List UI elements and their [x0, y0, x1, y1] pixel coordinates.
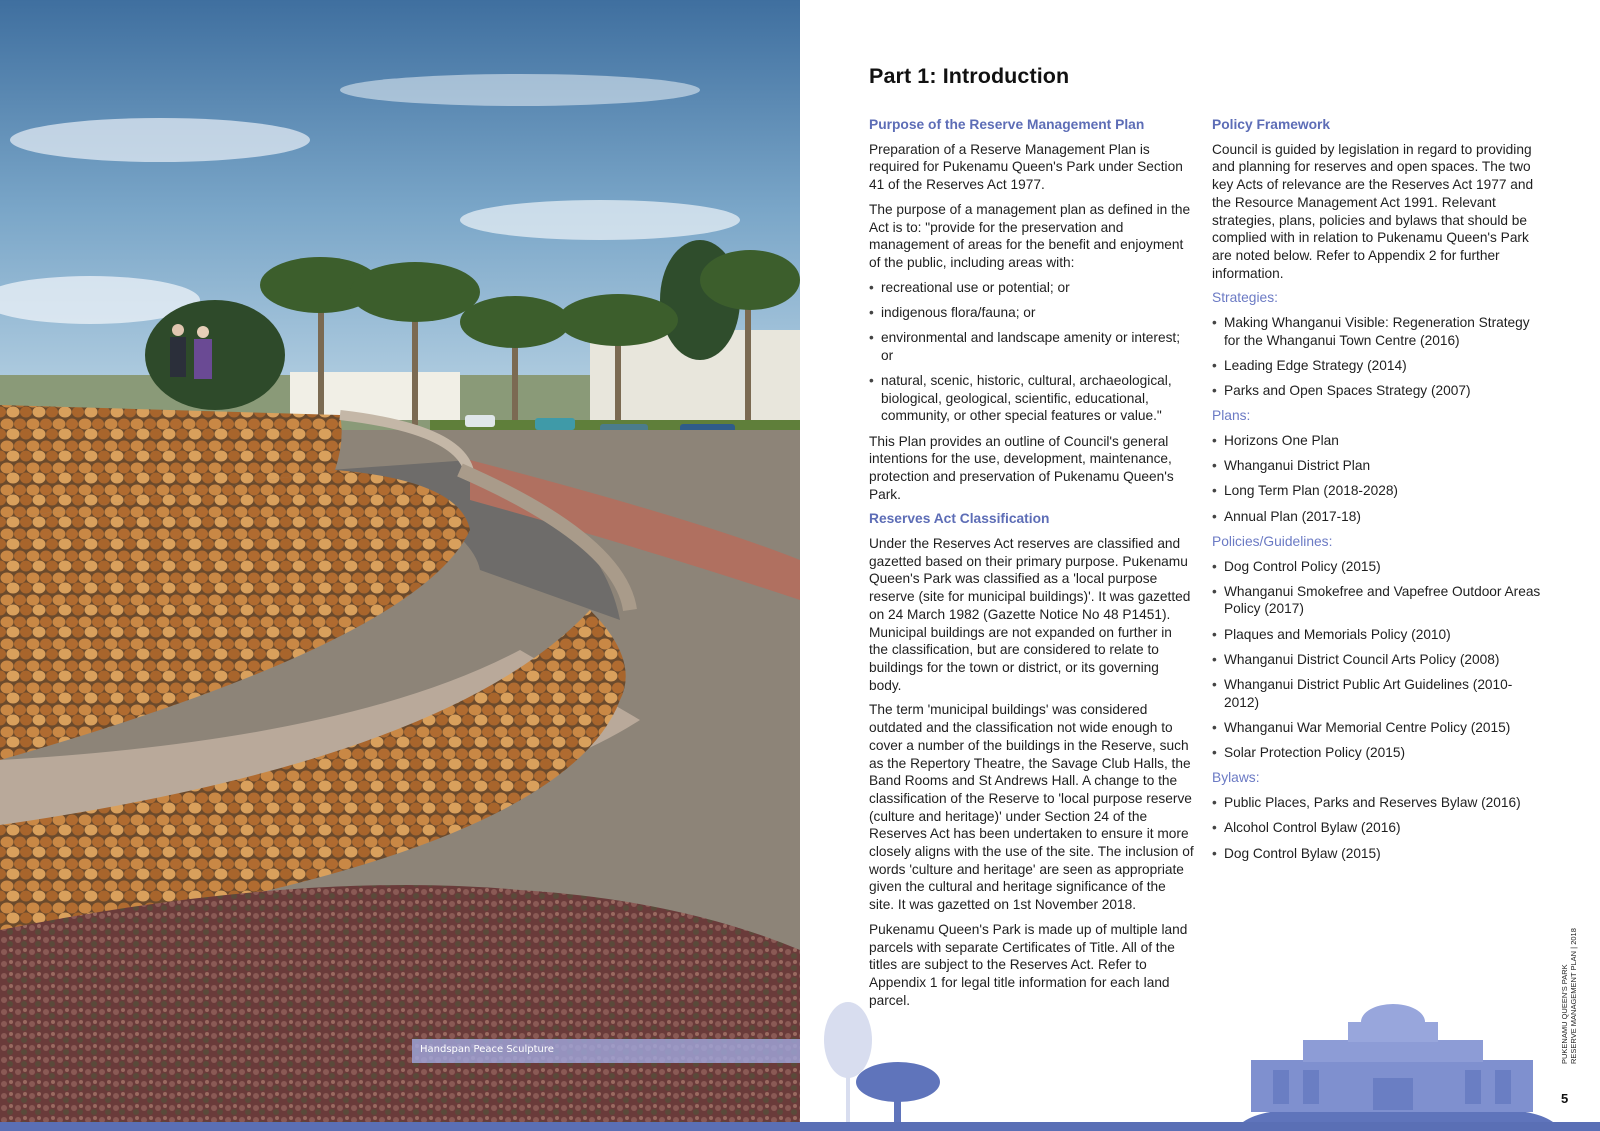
list-item: • natural, scenic, historic, cultural, archaeological, biological, geological, scientific, educational, community, or other special features or value."	[869, 372, 1194, 425]
photo-caption-bar	[412, 1039, 800, 1063]
bottom-color-band	[0, 1122, 1600, 1131]
list-item: • Parks and Open Spaces Strategy (2007)	[1212, 382, 1542, 400]
purpose-heading: Purpose of the Reserve Management Plan	[869, 117, 1145, 132]
footer-document-title	[1560, 924, 1578, 1064]
list-item: • Plaques and Memorials Policy (2010)	[1212, 626, 1542, 644]
purpose-paragraph-2: The purpose of a management plan as defined in the Act is to: "provide for the preservation and management of areas for the benefit and enjoyment of the public, including areas with:	[869, 201, 1191, 270]
footer-line-1: PUKENAMU QUEEN'S PARK	[1560, 964, 1569, 1064]
classification-paragraph-1: Under the Reserves Act reserves are classified and gazetted based on their primary purpose. Pukenamu Queen's Park was classified as a 'local purpose reserve (site for municipal buildings)'. It was gazetted on 24 March 1982 (Gazette Notice No 48 P1451). Municipal buildings are not expanded on further in the classification, but are considered to relate to buildings for the town or district, or its governing body.	[869, 536, 1191, 693]
right-text-column	[1212, 116, 1542, 870]
plans-label: Plans:	[1212, 408, 1251, 424]
list-item: • Whanganui District Council Arts Policy (2008)	[1212, 651, 1542, 669]
strategies-label: Strategies:	[1212, 290, 1278, 306]
policies-label: Policies/Guidelines:	[1212, 533, 1333, 549]
list-item: • Leading Edge Strategy (2014)	[1212, 357, 1542, 375]
strategies-list	[1212, 314, 1542, 400]
list-item: • Whanganui District Public Art Guidelines (2010-2012)	[1212, 676, 1542, 711]
list-item: • Annual Plan (2017-18)	[1212, 508, 1542, 526]
tree-silhouette-icon	[820, 1000, 950, 1127]
bylaws-list	[1212, 794, 1542, 862]
list-item: • Dog Control Bylaw (2015)	[1212, 845, 1542, 863]
left-text-column	[869, 116, 1194, 1016]
list-item: • Horizons One Plan	[1212, 432, 1542, 450]
list-item: • indigenous flora/fauna; or	[869, 304, 1194, 322]
list-item: • Whanganui District Plan	[1212, 457, 1542, 475]
purpose-paragraph-1: Preparation of a Reserve Management Plan is required for Pukenamu Queen's Park under Section 41 of the Reserves Act 1977.	[869, 141, 1183, 193]
sculpture-photo	[0, 0, 800, 1122]
plans-list	[1212, 432, 1542, 525]
list-item: • Public Places, Parks and Reserves Bylaw (2016)	[1212, 794, 1542, 812]
list-item: • Long Term Plan (2018-2028)	[1212, 482, 1542, 500]
list-item: • Solar Protection Policy (2015)	[1212, 744, 1542, 762]
policy-paragraph: Council is guided by legislation in regard to providing and planning for reserves and open spaces. The two key Acts of relevance are the Reserves Act 1977 and the Resource Management Act 1991. Relevant strategies, plans, policies and bylaws that should be complied with in relation to Pukenamu Queen's Park are noted below. Refer to Appendix 2 for further information.	[1212, 141, 1534, 281]
page-title: Part 1: Introduction	[869, 64, 1070, 88]
bylaws-label: Bylaws:	[1212, 770, 1260, 786]
list-item: • environmental and landscape amenity or interest; or	[869, 329, 1194, 364]
purpose-bullet-list	[869, 279, 1194, 425]
building-silhouette-icon	[1243, 1000, 1553, 1127]
list-item: • Whanganui Smokefree and Vapefree Outdoor Areas Policy (2017)	[1212, 583, 1542, 618]
classification-heading: Reserves Act Classification	[869, 511, 1050, 527]
list-item: • recreational use or potential; or	[869, 279, 1194, 297]
footer-line-2: RESERVE MANAGEMENT PLAN | 2018	[1569, 928, 1578, 1064]
list-item: • Dog Control Policy (2015)	[1212, 558, 1542, 576]
policy-heading: Policy Framework	[1212, 117, 1331, 132]
list-item: • Making Whanganui Visible: Regeneration Strategy for the Whanganui Town Centre (2016)	[1212, 314, 1542, 349]
photo-caption: Handspan Peace Sculpture	[420, 1044, 554, 1055]
classification-paragraph-2: The term 'municipal buildings' was considered outdated and the classification not wide enough to cover a number of the buildings in the Reserve, such as the Repertory Theatre, the Savage Club Halls, the Band Rooms and St Andrews Hall. A change to the classification of the Reserve to 'local purpose reserve (culture and heritage)' under Section 24 of the Reserves Act has been undertaken to ensure it more closely aligns with the use of the site. The inclusion of words 'culture and heritage' are seen as appropriate given the cultural and heritage significance of the site. It was gazetted on 1st November 2018.	[869, 702, 1194, 913]
purpose-paragraph-3: This Plan provides an outline of Council's general intentions for the use, development, maintenance, protection and preservation of Pukenamu Queen's Park.	[869, 433, 1174, 502]
page-number: 5	[1561, 1091, 1569, 1106]
classification-paragraph-3: Pukenamu Queen's Park is made up of multiple land parcels with separate Certificates of Title. All of the titles are subject to the Reserves Act. Refer to Appendix 1 for legal title information for each land parcel.	[869, 921, 1188, 1008]
policies-list	[1212, 558, 1542, 762]
list-item: • Whanganui War Memorial Centre Policy (2015)	[1212, 719, 1542, 737]
list-item: • Alcohol Control Bylaw (2016)	[1212, 819, 1542, 837]
